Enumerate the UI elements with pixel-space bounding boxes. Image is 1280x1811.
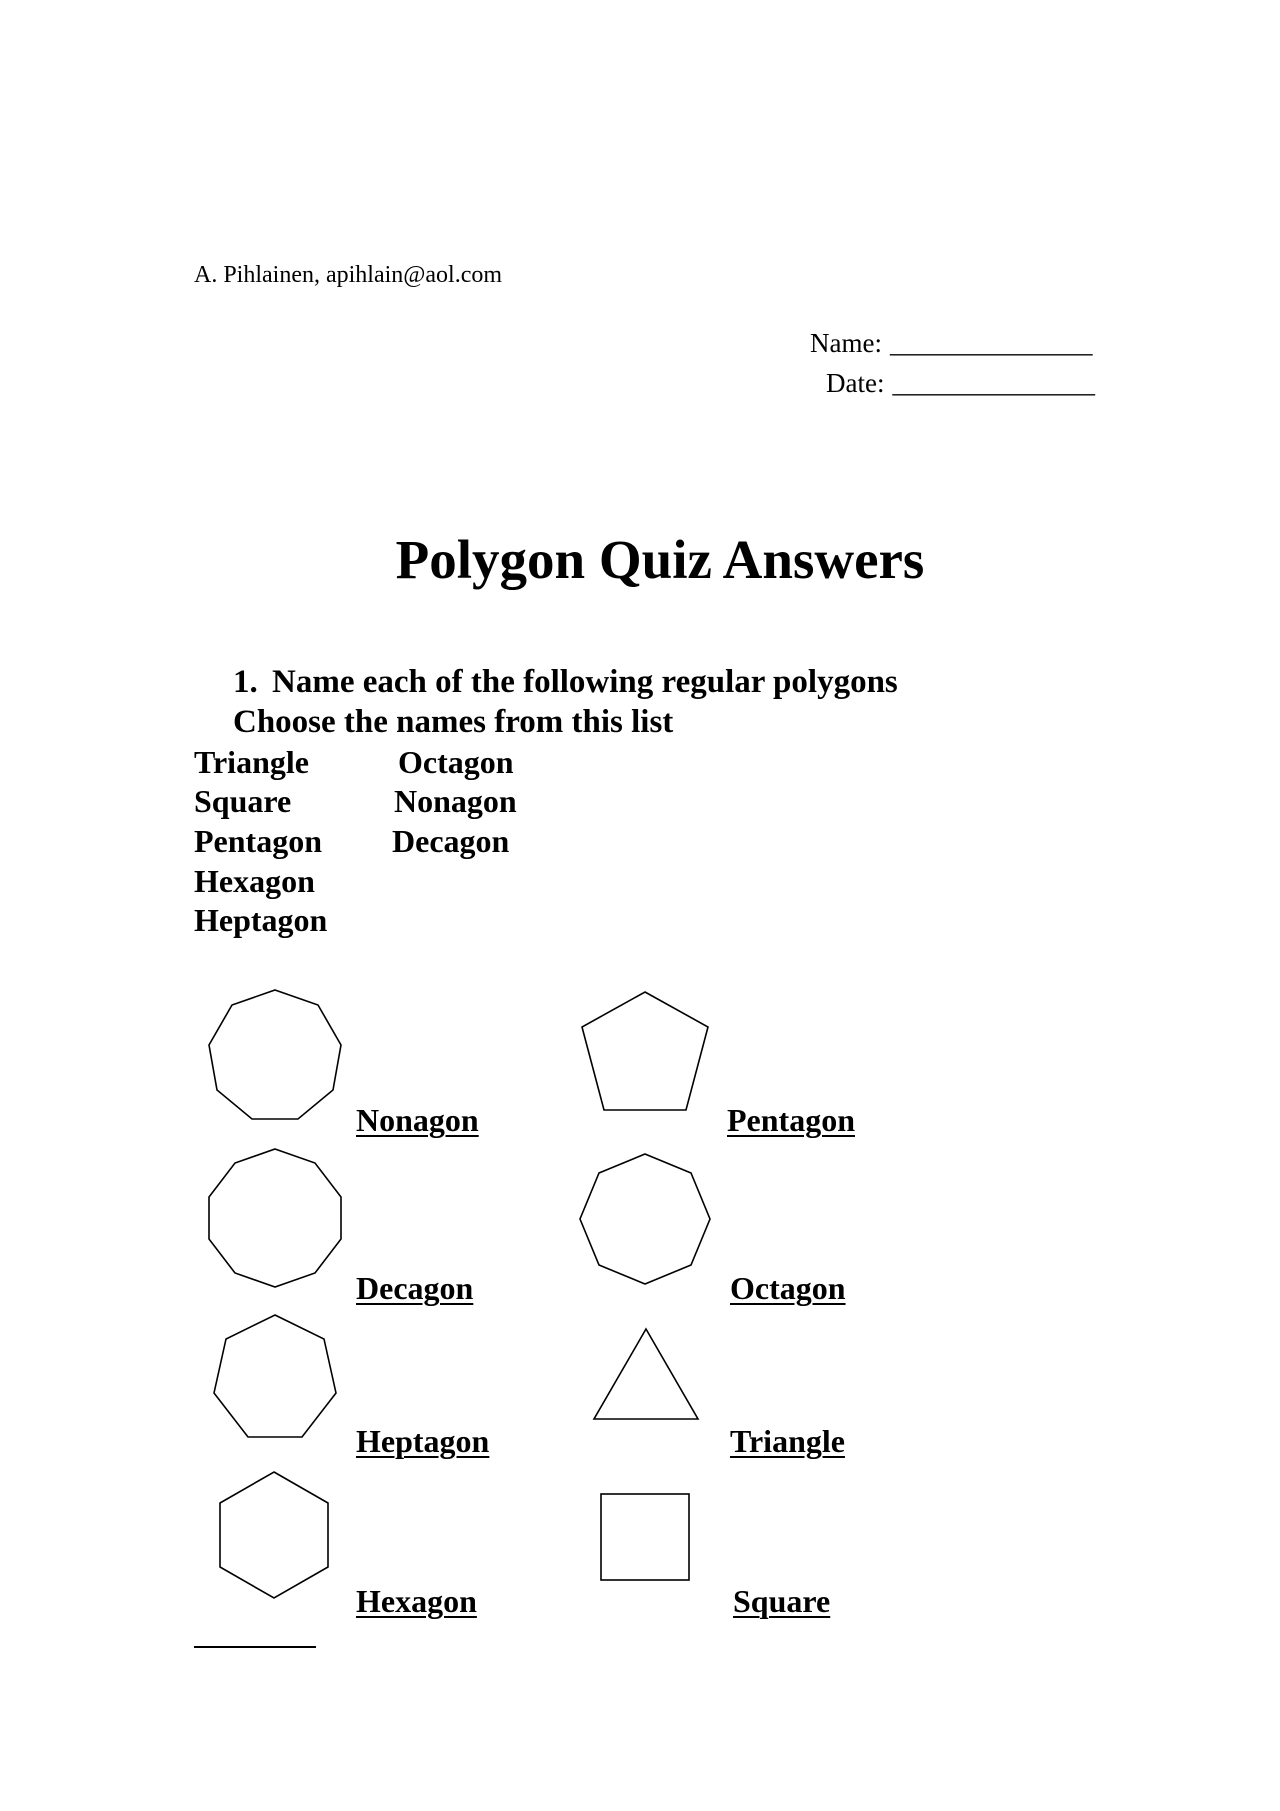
pentagon-icon [578, 990, 712, 1114]
answer-octagon: Octagon [730, 1270, 846, 1306]
question-number: 1. [233, 664, 258, 700]
triangle-icon [590, 1327, 702, 1423]
word-list-item: Decagon [392, 823, 510, 859]
answer-decagon: Decagon [356, 1270, 474, 1306]
word-list-item: Heptagon [194, 902, 328, 938]
date-blank: _______________ [892, 368, 1095, 398]
answer-heptagon: Heptagon [356, 1423, 490, 1459]
nonagon-icon [205, 987, 345, 1127]
word-list-item: Pentagon [194, 823, 322, 859]
word-list-item: Hexagon [194, 863, 315, 899]
author-line: A. Pihlainen, apihlain@aol.com [194, 262, 503, 288]
word-list-item: Nonagon [394, 783, 517, 819]
heptagon-icon [210, 1313, 340, 1441]
square-icon [599, 1492, 693, 1586]
answer-hexagon: Hexagon [356, 1583, 477, 1619]
answer-pentagon: Pentagon [727, 1102, 855, 1138]
answer-square: Square [733, 1583, 831, 1619]
answer-nonagon: Nonagon [356, 1102, 479, 1138]
octagon-icon [578, 1152, 712, 1286]
date-field [826, 368, 1095, 399]
word-list-item: Triangle [194, 744, 309, 780]
decagon-icon [205, 1147, 345, 1289]
name-field [810, 328, 1092, 359]
question-text: Name each of the following regular polygons [272, 664, 898, 700]
word-list-item: Octagon [398, 744, 514, 780]
name-label: Name: [810, 328, 882, 358]
answer-triangle: Triangle [730, 1423, 845, 1459]
word-list-item: Square [194, 783, 292, 819]
page-title: Polygon Quiz Answers [395, 529, 925, 590]
date-label: Date: [826, 368, 885, 398]
hexagon-icon [216, 1470, 332, 1600]
trailing-rule [194, 1646, 316, 1648]
name-blank: _______________ [889, 328, 1093, 358]
question-subtext: Choose the names from this list [233, 704, 674, 740]
